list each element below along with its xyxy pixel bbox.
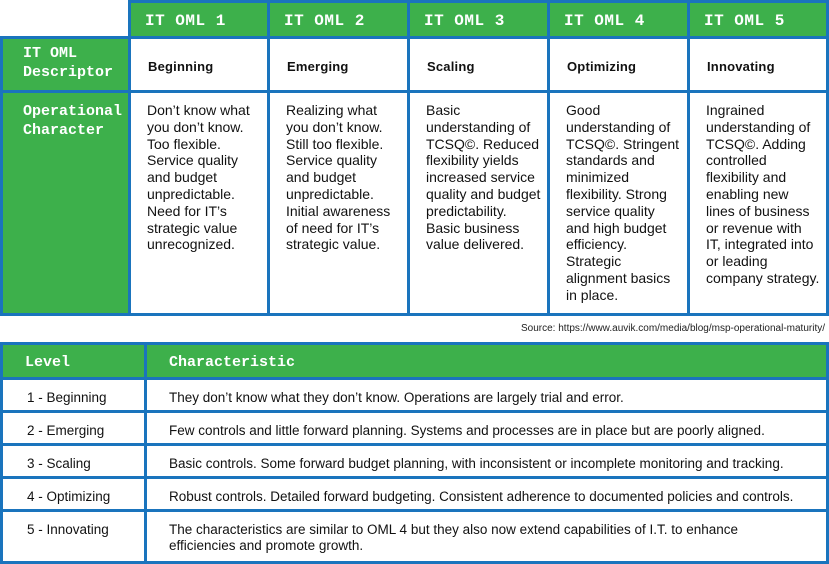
table-row <box>0 509 829 564</box>
column-header-oml-4: IT OML 4 <box>547 0 690 39</box>
characteristic-text: Basic controls. Some forward budget planning, with inconsistent or incomplete monitoring and tracking. <box>169 456 784 471</box>
corner-blank <box>0 0 128 37</box>
level-characteristic-table <box>0 342 829 564</box>
level-label: 2 - Emerging <box>27 423 105 438</box>
level-label: 4 - Optimizing <box>27 489 111 504</box>
level-cell <box>3 446 147 476</box>
table-row <box>0 476 829 512</box>
table-header-characteristic: Characteristic <box>169 354 296 371</box>
column-header-oml-2: IT OML 2 <box>267 0 410 39</box>
characteristic-cell <box>147 380 826 410</box>
level-cell <box>3 512 147 561</box>
operational-oml-3: Basic understanding of TCSQ©. Reduced flexibility yields increased service quality and budget predictability. Basic business value delivered. <box>407 90 550 316</box>
table-header-level-cell <box>3 345 147 377</box>
level-cell <box>3 479 147 509</box>
characteristic-cell <box>147 446 826 476</box>
characteristic-text: Robust controls. Detailed forward budgeting. Consistent adherence to documented policies and controls. <box>169 489 794 504</box>
descriptor-oml-5: Innovating <box>687 36 829 93</box>
descriptor-oml-2: Emerging <box>267 36 410 93</box>
table-row <box>0 410 829 446</box>
descriptor-oml-4: Optimizing <box>547 36 690 93</box>
characteristic-text: The characteristics are similar to OML 4 but they also now extend capabilities of I.T. to enhance efficiencies and promote growth. <box>169 522 739 553</box>
column-header-oml-5: IT OML 5 <box>687 0 829 39</box>
operational-oml-4: Good understanding of TCSQ©. Stringent standards and minimized flexibility. Strong service quality and high budget efficiency. Strategic alignment basics in place. <box>547 90 690 316</box>
characteristic-cell <box>147 479 826 509</box>
level-label: 3 - Scaling <box>27 456 91 471</box>
operational-oml-2: Realizing what you don’t know. Still too flexible. Service quality and budget unpredictable. Initial awareness of need for IT’s strategic value. <box>267 90 410 316</box>
column-header-oml-3: IT OML 3 <box>407 0 550 39</box>
level-label: 5 - Innovating <box>27 522 109 537</box>
level-cell <box>3 380 147 410</box>
table-header-characteristic-cell <box>147 345 826 377</box>
characteristic-cell <box>147 512 826 561</box>
level-label: 1 - Beginning <box>27 390 107 405</box>
source-citation: Source: https://www.auvik.com/media/blog/msp-operational-maturity/ <box>520 323 825 334</box>
operational-oml-5: Ingrained understanding of TCSQ©. Adding controlled flexibility and enabling new lines of business or revenue with IT, integrated into or leading company strategy. <box>687 90 829 316</box>
operational-oml-1: Don’t know what you don’t know. Too flexible. Service quality and budget unpredictable. Need for IT’s strategic value unrecognized. <box>128 90 270 316</box>
table-row <box>0 377 829 413</box>
row-header-descriptor: IT OML Descriptor <box>0 36 131 93</box>
column-header-oml-1: IT OML 1 <box>128 0 270 39</box>
characteristic-text: They don’t know what they don’t know. Operations are largely trial and error. <box>169 390 624 405</box>
characteristic-text: Few controls and little forward planning. Systems and processes are in place but are poorly aligned. <box>169 423 765 438</box>
table-header-level: Level <box>25 354 71 371</box>
table-row <box>0 443 829 479</box>
level-cell <box>3 413 147 443</box>
row-header-operational-character: Operational Character <box>0 90 131 316</box>
characteristic-cell <box>147 413 826 443</box>
table-header-row <box>0 342 829 380</box>
descriptor-oml-1: Beginning <box>128 36 270 93</box>
descriptor-oml-3: Scaling <box>407 36 550 93</box>
